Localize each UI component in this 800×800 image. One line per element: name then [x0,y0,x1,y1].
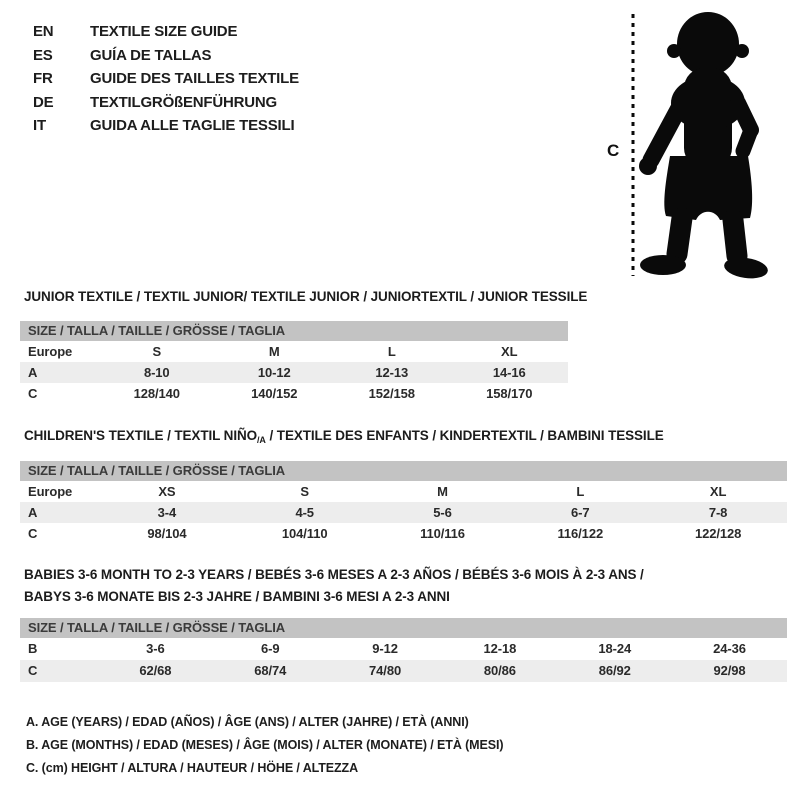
table-cell: 110/116 [420,526,465,541]
table-cell: 24-36 [713,641,746,656]
table-cell: XS [158,484,176,499]
table-cell: 68/74 [254,663,287,678]
table-cell: 116/122 [557,526,604,541]
table-cell: 4-5 [295,505,314,520]
babies-section-title [24,564,764,608]
table-cell: 10-12 [257,365,291,380]
table-cell: 5-6 [433,505,452,520]
table-cell: 104/110 [281,526,328,541]
note-b: B. AGE (MONTHS) / EDAD (MESES) / ÂGE (MOIS) / ALTER (MONATE) / ETÀ (MESI) [26,738,504,752]
table-cell: 74/80 [369,663,402,678]
table-row [20,341,568,362]
row-label: C [28,663,38,678]
children-title-prefix: CHILDREN'S TEXTILE / TEXTIL NIÑO [24,428,258,443]
junior-table-rows [20,341,568,404]
table-cell: M [437,484,448,499]
table-cell: 6-7 [571,505,590,520]
table-cell: 128/140 [133,386,180,401]
table-cell: 12-13 [375,365,409,380]
row-label: A [28,365,38,380]
children-title-suffix: / TEXTILE DES ENFANTS / KINDERTEXTIL / BAMBINI TESSILE [265,428,664,443]
language-legend [33,20,299,138]
children-table-rows [20,481,787,544]
toddler-silhouette [639,12,769,281]
table-cell: S [300,484,309,499]
table-cell: 12-18 [483,641,517,656]
height-line-label: C [607,141,620,160]
table-cell: 86/92 [598,663,631,678]
table-cell: 14-16 [492,365,526,380]
babies-size-table [20,618,787,682]
size-header-band: SIZE / TALLA / TAILLE / GRÖSSE / TAGLIA [20,321,568,341]
legend-row-de [33,91,299,115]
table-cell: 140/152 [251,386,298,401]
size-header-band: SIZE / TALLA / TAILLE / GRÖSSE / TAGLIA [20,618,787,638]
table-cell: 6-9 [260,641,280,656]
legend-text: TEXTILGRÖßENFÜHRUNG [90,93,278,111]
junior-size-table [20,321,568,404]
table-cell: 9-12 [372,641,398,656]
language-code: FR [33,70,53,88]
table-cell: XL [501,344,518,359]
legend-row-it [33,114,299,138]
measurement-notes [26,711,503,780]
table-cell: 62/68 [139,663,172,678]
table-cell: 98/104 [147,526,187,541]
legend-text: TEXTILE SIZE GUIDE [90,23,238,41]
note-c: C. (cm) HEIGHT / ALTURA / HAUTEUR / HÖHE / ALTEZZA [26,761,359,775]
row-label: C [28,386,38,401]
row-label: A [28,505,38,520]
table-cell: 3-4 [157,505,177,520]
table-cell: 7-8 [708,505,728,520]
table-cell: 122/128 [694,526,742,541]
babies-title-line1: BABIES 3-6 MONTH TO 2-3 YEARS / BEBÉS 3-6 MESES A 2-3 AÑOS / BÉBÉS 3-6 MOIS À 2-3 ANS / [24,567,644,582]
table-cell: 18-24 [598,641,632,656]
language-code: EN [33,23,54,41]
note-a: A. AGE (YEARS) / EDAD (AÑOS) / ÂGE (ANS) / ALTER (JAHRE) / ETÀ (ANNI) [26,715,469,729]
language-code: DE [33,93,54,111]
language-code: IT [33,117,46,135]
row-label: B [28,641,38,656]
row-label: C [28,526,38,541]
table-cell: 80/86 [483,663,516,678]
table-cell: 8-10 [143,365,170,380]
table-cell: L [576,484,585,499]
legend-text: GUÍA DE TALLAS [90,46,212,64]
children-section-title [24,428,664,445]
table-cell: L [387,344,396,359]
row-label: Europe [28,344,73,359]
table-cell: 158/170 [486,386,533,401]
legend-row-fr [33,67,299,91]
table-row [20,362,568,383]
language-code: ES [33,46,53,64]
table-cell: S [152,344,162,359]
toddler-silhouette-svg [600,8,790,288]
legend-text: GUIDA ALLE TAGLIE TESSILI [90,117,295,135]
table-row [20,383,568,404]
babies-table-rows [20,638,787,682]
size-header-band: SIZE / TALLA / TAILLE / GRÖSSE / TAGLIA [20,461,787,481]
table-cell: 3-6 [146,641,165,656]
table-row [20,523,787,544]
children-size-table [20,461,787,544]
legend-row-en [33,20,299,44]
table-cell: M [268,344,280,359]
table-row [20,502,787,523]
table-cell: 92/98 [713,663,746,678]
legend-text: GUIDE DES TAILLES TEXTILE [90,70,299,88]
legend-row-es [33,44,299,68]
table-cell: 152/158 [368,386,415,401]
table-row [20,638,787,660]
row-label: Europe [28,484,73,499]
table-row [20,481,787,502]
table-row [20,660,787,682]
children-title-subscript: /A [257,435,266,445]
table-cell: XL [709,484,727,499]
junior-section-title: JUNIOR TEXTILE / TEXTIL JUNIOR/ TEXTILE JUNIOR / JUNIORTEXTIL / JUNIOR TESSILE [24,289,588,304]
babies-title-line2: BABYS 3-6 MONATE BIS 2-3 JAHRE / BAMBINI 3-6 MESI A 2-3 ANNI [24,589,450,604]
